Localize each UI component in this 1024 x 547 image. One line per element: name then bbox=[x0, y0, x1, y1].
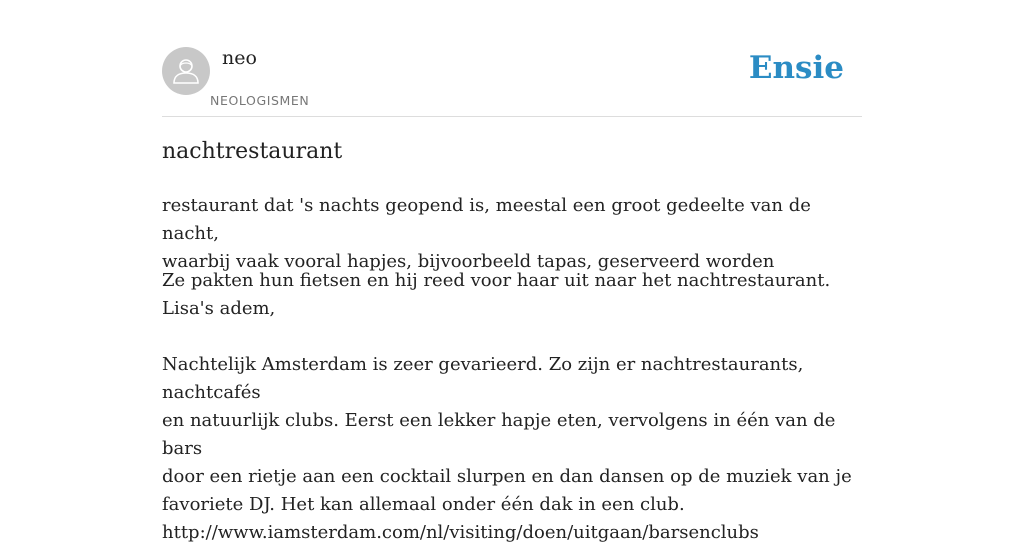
header bbox=[162, 46, 862, 117]
avatar[interactable] bbox=[162, 47, 210, 95]
user-silhouette-icon bbox=[162, 47, 210, 95]
definition-line: waarbij vaak vooral hapjes, bijvoorbeeld tapas, geserveerd worden bbox=[162, 251, 775, 272]
example-source-url: http://www.iamsterdam.com/nl/visiting/doen/uitgaan/barsenclubs bbox=[162, 522, 759, 543]
example-line: en natuurlijk clubs. Eerst een lekker hapje eten, vervolgens in één van de bars bbox=[162, 410, 836, 459]
example-line: Nachtelijk Amsterdam is zeer gevarieerd. Zo zijn er nachtrestaurants, nachtcafés bbox=[162, 354, 804, 403]
entry-examples bbox=[162, 267, 862, 547]
author-link[interactable]: neo bbox=[222, 47, 257, 69]
example-line: Ze pakten hun fietsen en hij reed voor haar uit naar het nachtrestaurant. bbox=[162, 270, 831, 291]
entry-title: nachtrestaurant bbox=[162, 139, 343, 164]
category-link[interactable]: NEOLOGISMEN bbox=[210, 93, 310, 108]
entry-definition bbox=[162, 192, 862, 276]
example-line: door een rietje aan een cocktail slurpen en dan dansen op de muziek van je bbox=[162, 466, 852, 487]
example-spacer bbox=[162, 323, 862, 351]
example-line: Lisa's adem, bbox=[162, 298, 276, 319]
definition-line: restaurant dat 's nachts geopend is, meestal een groot gedeelte van de nacht, bbox=[162, 195, 811, 244]
example-line: favoriete DJ. Het kan allemaal onder één dak in een club. bbox=[162, 494, 685, 515]
ensie-logo[interactable]: Ensie bbox=[748, 50, 844, 86]
